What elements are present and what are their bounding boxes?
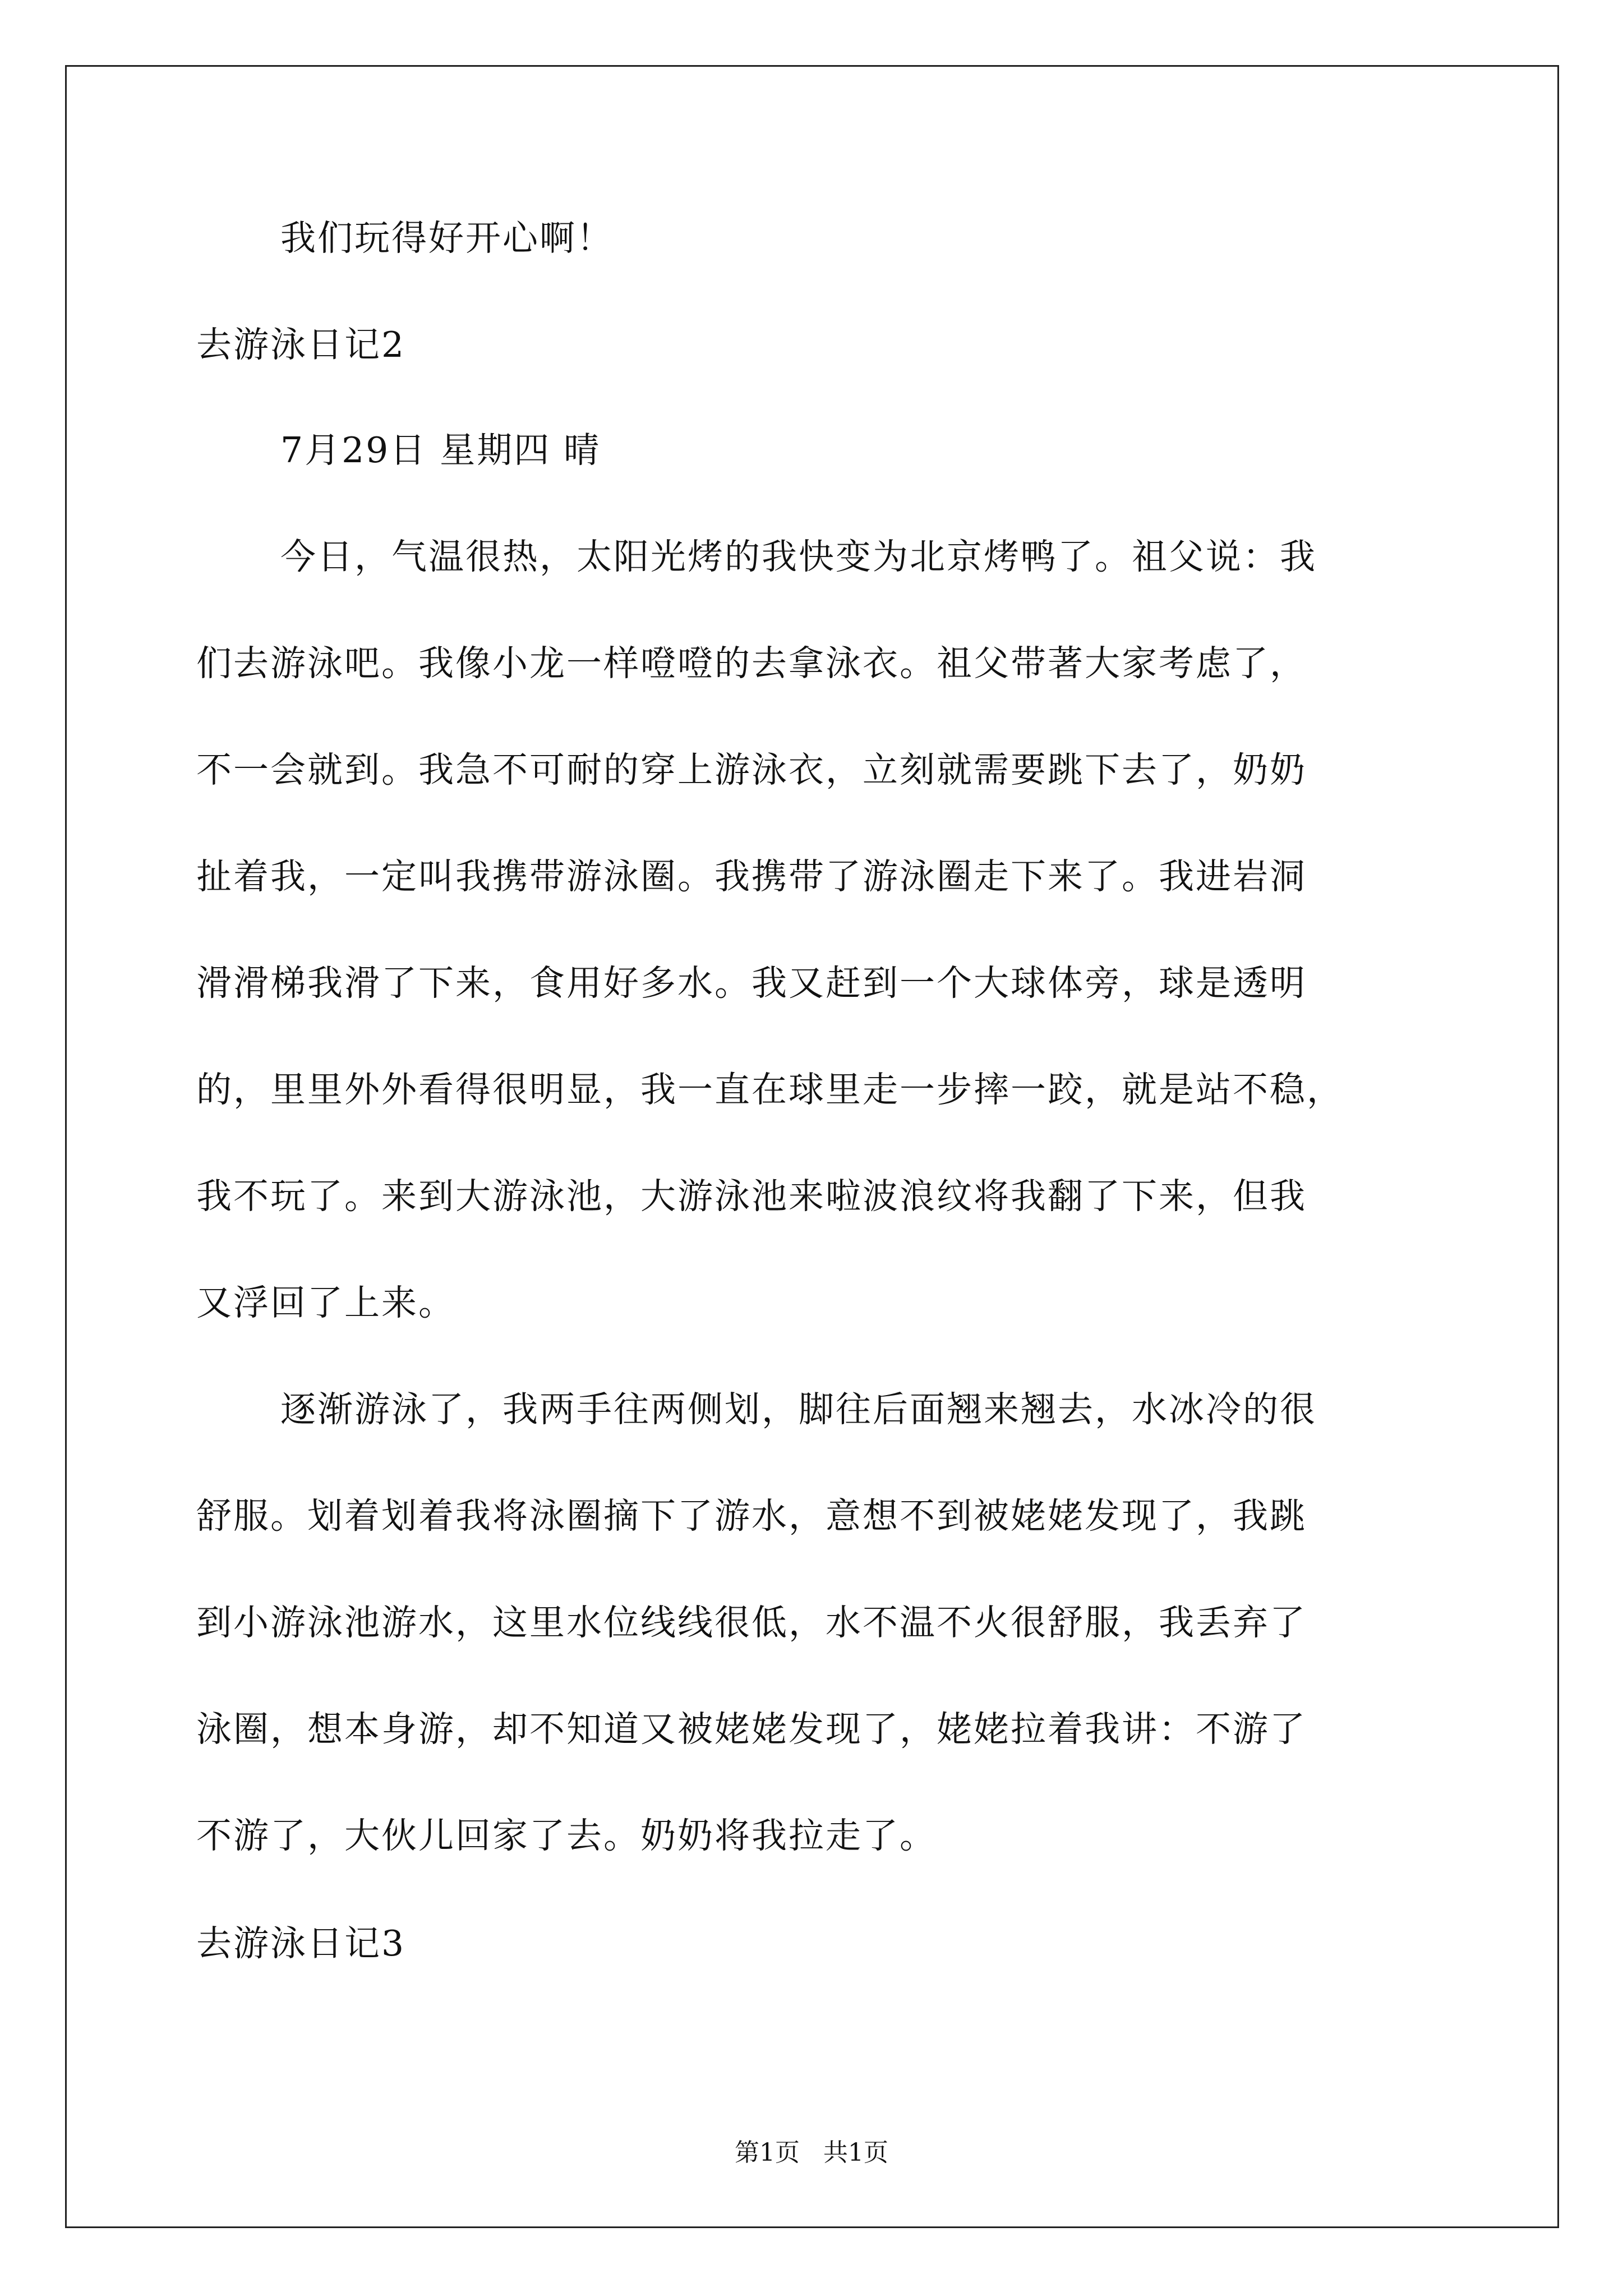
paragraph-line: 不游了，大伙儿回家了去。奶奶将我拉走了。 (196, 1815, 937, 1856)
section-heading: 去游泳日记2 (196, 324, 406, 365)
paragraph-line: 滑滑梯我滑了下来，食用好多水。我又赶到一个大球体旁，球是透明 (196, 963, 1307, 1004)
paragraph-line: 舒服。划着划着我将泳圈摘下了游水，意想不到被姥姥发现了，我跳 (196, 1496, 1307, 1536)
paragraph-line: 我不玩了。来到大游泳池，大游泳池来啦波浪纹将我翻了下来，但我 (196, 1176, 1307, 1217)
section-heading: 去游泳日记3 (196, 1923, 406, 1964)
paragraph-line: 我们玩得好开心啊！ (280, 218, 614, 259)
paragraph-line: 逐渐游泳了，我两手往两侧划，脚往后面翘来翘去，水冰冷的很 (280, 1389, 1317, 1430)
page-border (65, 65, 1559, 2228)
paragraph-line: 扯着我，一定叫我携带游泳圈。我携带了游泳圈走下来了。我进岩洞 (196, 856, 1307, 897)
paragraph-line: 泳圈，想本身游，却不知道又被姥姥发现了，姥姥拉着我讲：不游了 (196, 1709, 1307, 1750)
paragraph-line: 们去游泳吧。我像小龙一样噔噔的去拿泳衣。祖父带著大家考虑了， (196, 643, 1307, 684)
paragraph-line: 又浮回了上来。 (196, 1282, 455, 1323)
paragraph-line: 到小游泳池游水，这里水位线线很低，水不温不火很舒服，我丢弃了 (196, 1602, 1307, 1643)
paragraph-line: 的，里里外外看得很明显，我一直在球里走一步摔一跤，就是站不稳， (196, 1069, 1344, 1110)
diary-date-line: 7月29日 星期四 晴 (280, 430, 601, 471)
paragraph-line: 不一会就到。我急不可耐的穿上游泳衣，立刻就需要跳下去了，奶奶 (196, 749, 1307, 790)
page-number-footer: 第1页 共1页 (735, 2138, 888, 2167)
paragraph-line: 今日，气温很热，太阳光烤的我快变为北京烤鸭了。祖父说：我 (280, 536, 1317, 577)
